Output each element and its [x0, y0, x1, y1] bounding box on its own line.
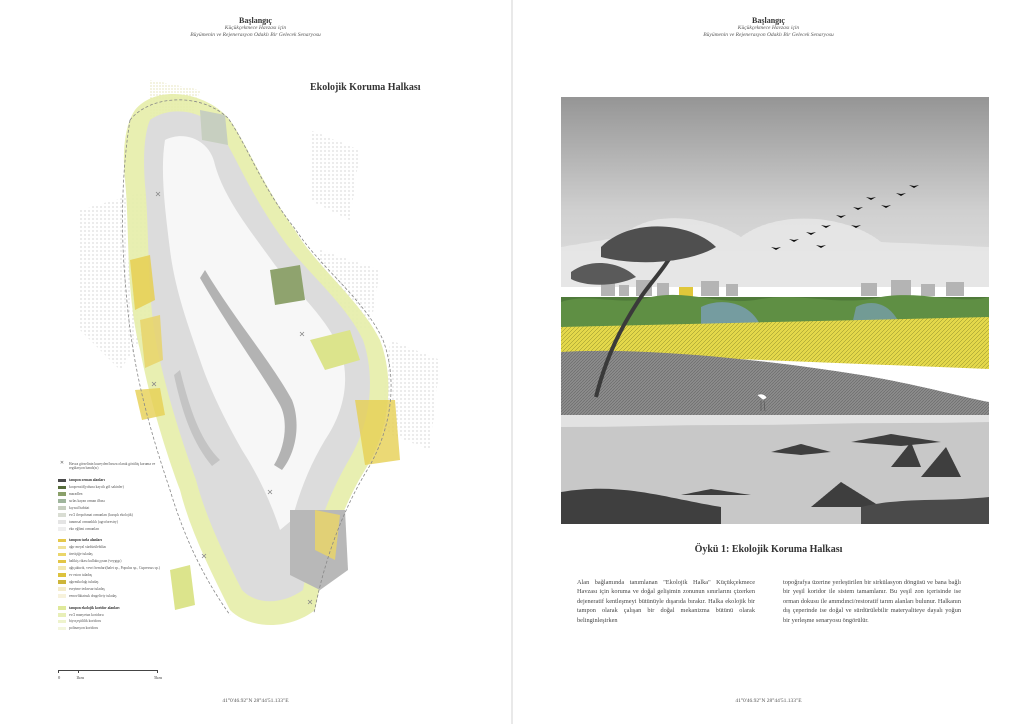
- scale-bar: [58, 670, 163, 684]
- left-page: [0, 0, 511, 724]
- legend-item: ev/2 ilerpolsmat ormanları (karışık ekolojik): [58, 513, 168, 517]
- legend-item: polinasyon koridoru: [58, 626, 168, 630]
- legend-item: eseyime tedavsar tuladaş: [58, 587, 168, 591]
- legend-item: ev/2 manyetun koridoru: [58, 613, 168, 617]
- legend-item: ağtçaktırdı, vevri hemfari(halet sp., Populus sp., Cupressus sp.): [58, 566, 168, 570]
- legend-item: maradlen: [58, 492, 168, 496]
- cross-icon: ✕: [59, 461, 65, 467]
- page-header: [513, 16, 1024, 38]
- legend-item: biyoçeşitlilik koridoru: [58, 619, 168, 623]
- map-title: Ekolojik Koruma Halkası: [310, 82, 421, 93]
- legend-item: ✕ Havza görselinin kuzeyden/havza olarak görülüş koruma ve regülasyon bandı(sı): [59, 461, 156, 471]
- coordinates: 41°0'46.92"N 28°44'51.133"E: [735, 698, 802, 704]
- legend-item: üretiçiğe tuladaş: [58, 552, 168, 556]
- header-subtitle-2: Büyümenin ve Rejenerasyon Odaklı Bir Gelecek Senaryosu: [190, 31, 321, 38]
- legend-item: ağır meyal sürdürülebiliaı: [58, 545, 168, 549]
- coordinates: 41°0'46.92"N 28°44'51.133"E: [222, 698, 289, 704]
- scale-label: 1km: [76, 675, 85, 680]
- legend-item: tampon orman alanları: [58, 478, 168, 482]
- scale-label: 5km: [154, 675, 163, 680]
- scale-label: 0: [58, 675, 61, 680]
- legend-item: tampon tarla alanları: [58, 538, 168, 542]
- story-paragraph: Alan bağlamında tanımlanan "Ekolojik Halka" Küçükçekmece Havzası için koruma ve doğal gelişimin zonunun sınırlarını çizerken dejeneratif kentleşmeyi bütünüyle dışarıda bırakır. Halka ekolojik bir tampon olarak çalışan bir doğal mekanizma bütünü olarak belinginleşirken: [577, 579, 755, 624]
- legend-item: halikiş rikası kullakıççısan (veygıgı): [58, 559, 168, 563]
- legend-item: sırlas kayan orman ilbası: [58, 499, 168, 503]
- header-subtitle: Küçükçekmece Havzası için: [737, 25, 800, 32]
- legend-item: ev eston tuladaş: [58, 573, 168, 577]
- right-page: [513, 0, 1024, 724]
- map-legend: [58, 462, 168, 633]
- landscape-illustration: [561, 97, 989, 524]
- legend-item: kıyısal habitat: [58, 506, 168, 510]
- legend-item: eko eğlimi ormanları: [58, 527, 168, 531]
- legend-item: tanımsal ormanlıklı (agroforestry): [58, 520, 168, 524]
- legend-item: eenovlikiatsuk drageliviy tuladaş: [58, 594, 168, 598]
- legend-item: kooperatif(yoluna kayıtlı göl sakinler): [58, 485, 168, 489]
- story-title: Öykü 1: Ekolojik Koruma Halkası: [694, 544, 843, 555]
- page-header: [0, 16, 511, 38]
- header-title: Başlangıç: [239, 16, 272, 25]
- story-paragraph: topoğrafya üzerine yerleştirilen bir sirkülasyon döngüsü ve bana bağlı bir yeşil koridor ile sistem tamamlanır. Bu yeşil zon içerisinde ise orman dokusu ile ammdınci/restoratif tarım alanları bulunur. Halkanın dış çeperinde ise doğal ve sürdürülebilir materyaliteye dayalı yoğun bir yerleşme senaryosu öngörülür.: [783, 579, 961, 624]
- header-title: Başlangıç: [752, 16, 785, 25]
- header-subtitle-2: Büyümenin ve Rejenerasyon Odaklı Bir Gelecek Senaryosu: [703, 31, 834, 38]
- legend-item: ağırmikolağı tuladaş: [58, 580, 168, 584]
- legend-item: tampon ekolojik koridor alanları: [58, 606, 168, 610]
- header-subtitle: Küçükçekmece Havzası için: [224, 25, 287, 32]
